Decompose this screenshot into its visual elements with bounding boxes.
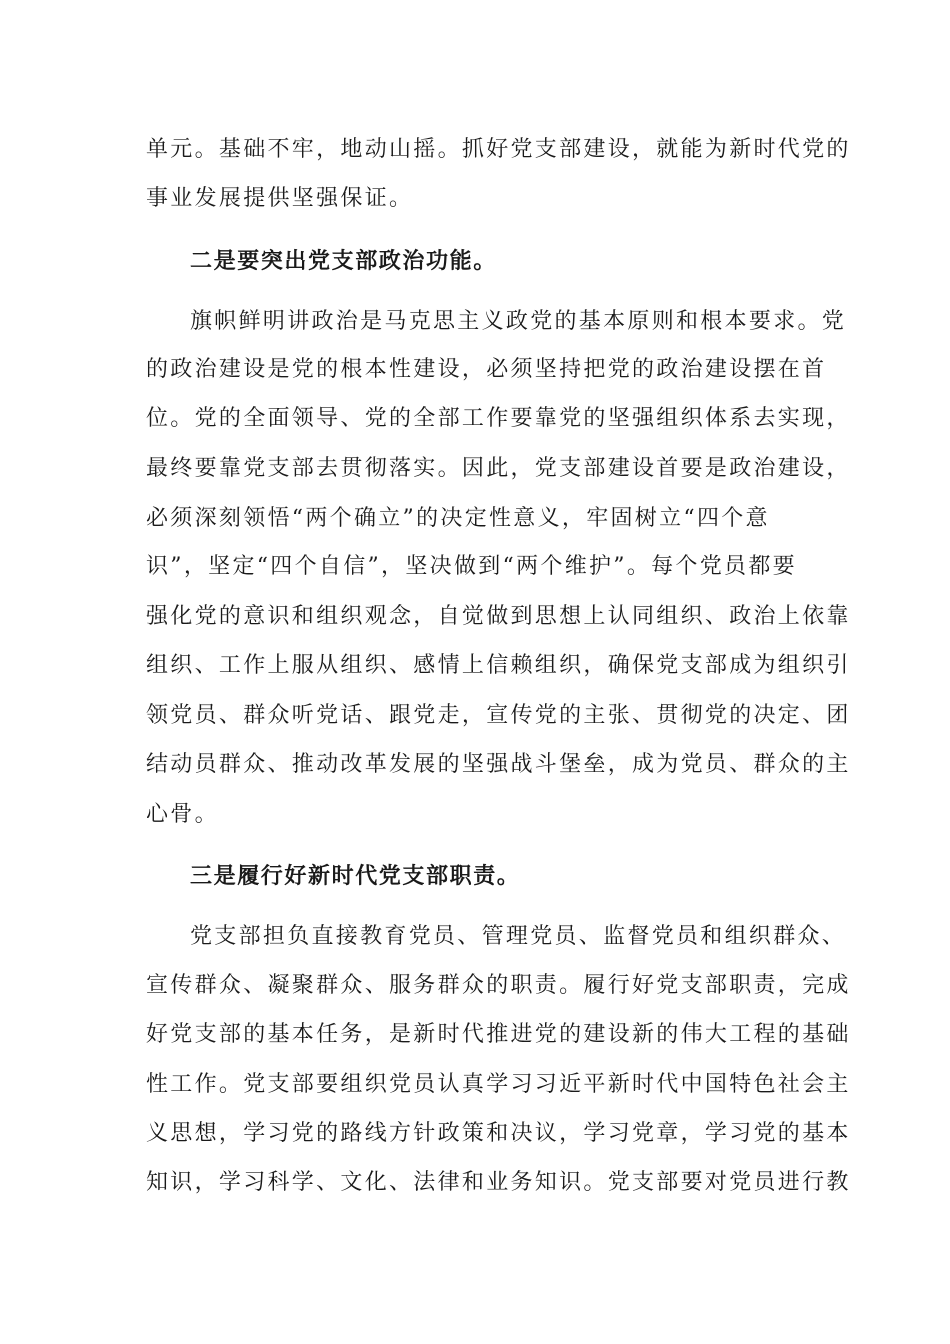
body-text-line: 组织、工作上服从组织、感情上信赖组织，确保党支部成为组织引 bbox=[146, 653, 851, 678]
body-text-line: 好党支部的基本任务，是新时代推进党的建设新的伟大工程的基础 bbox=[146, 1022, 851, 1047]
body-text-line: 的政治建设是党的根本性建设，必须坚持把党的政治建设摆在首 bbox=[146, 357, 827, 382]
paragraph-first-line: 旗帜鲜明讲政治是马克思主义政党的基本原则和根本要求。党 bbox=[190, 309, 847, 334]
body-text-line: 必须深刻领悟“两个确立”的决定性意义，牢固树立“四个意 bbox=[146, 506, 770, 531]
body-text-line: 单元。基础不牢，地动山摇。抓好党支部建设，就能为新时代党的 bbox=[146, 137, 851, 162]
body-text-line: 结动员群众、推动改革发展的坚强战斗堡垒，成为党员、群众的主 bbox=[146, 752, 851, 777]
body-text-line: 强化党的意识和组织观念，自觉做到思想上认同组织、政治上依靠 bbox=[146, 604, 851, 629]
body-text-line: 位。党的全面领导、党的全部工作要靠党的坚强组织体系去实现， bbox=[146, 406, 851, 431]
body-text-line: 宣传群众、凝聚群众、服务群众的职责。履行好党支部职责，完成 bbox=[146, 973, 851, 998]
body-text-line: 心骨。 bbox=[146, 802, 219, 827]
body-text-line: 性工作。党支部要组织党员认真学习习近平新时代中国特色社会主 bbox=[146, 1072, 851, 1097]
body-text-line: 最终要靠党支部去贯彻落实。因此，党支部建设首要是政治建设， bbox=[146, 456, 851, 481]
body-text-line: 领党员、群众听党话、跟党走，宣传党的主张、贯彻党的决定、团 bbox=[146, 703, 851, 728]
body-text-line: 义思想，学习党的路线方针政策和决议，学习党章，学习党的基本 bbox=[146, 1121, 851, 1146]
section-heading: 二是要突出党支部政治功能。 bbox=[190, 248, 497, 274]
body-text-line: 知识，学习科学、文化、法律和业务知识。党支部要对党员进行教 bbox=[146, 1170, 851, 1195]
body-text-line: 识”，坚定“四个自信”，坚决做到“两个维护”。每个党员都要 bbox=[146, 554, 797, 579]
body-text-line: 事业发展提供坚强保证。 bbox=[146, 186, 414, 211]
section-heading: 三是履行好新时代党支部职责。 bbox=[190, 863, 521, 889]
paragraph-first-line: 党支部担负直接教育党员、管理党员、监督党员和组织群众、 bbox=[190, 924, 847, 949]
